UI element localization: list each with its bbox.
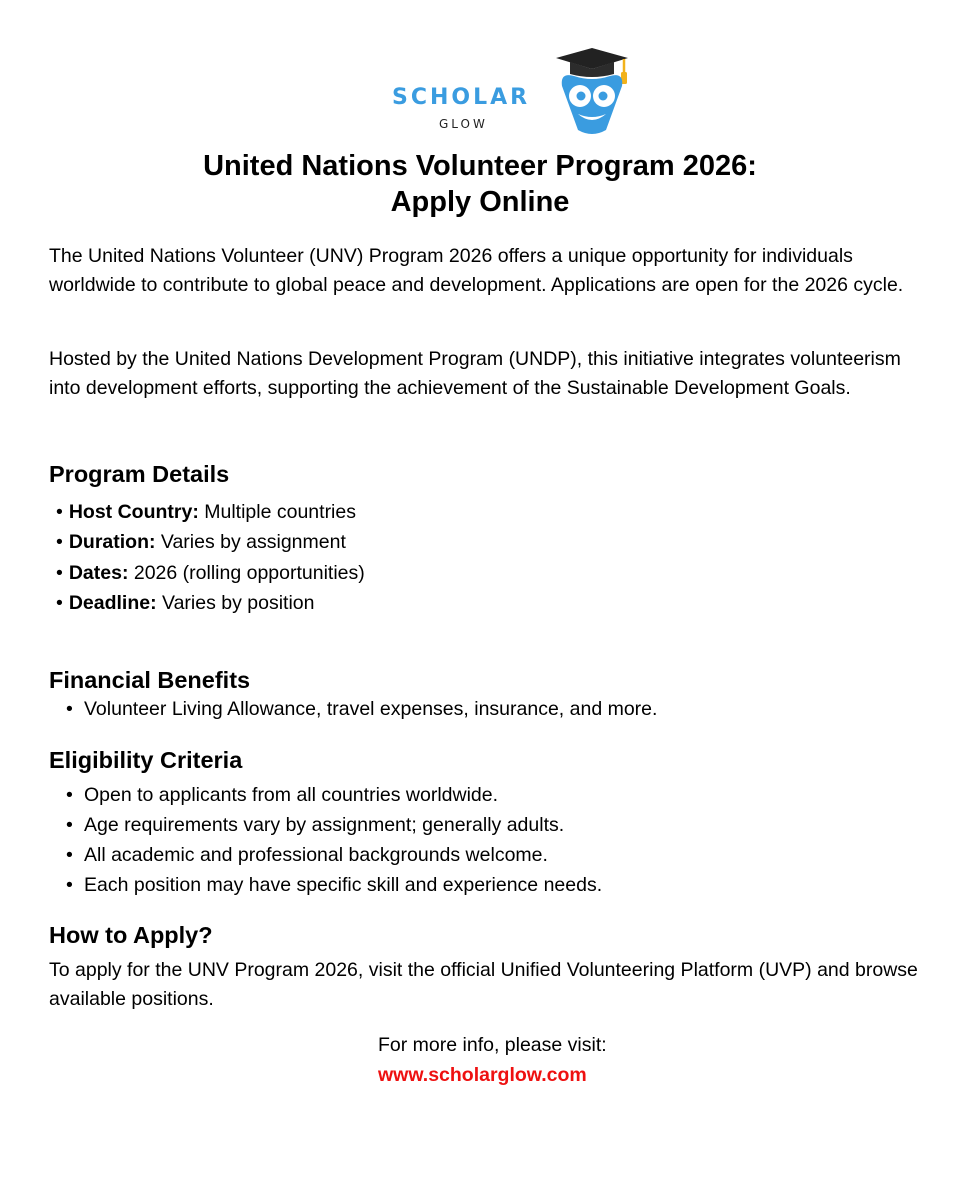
detail-value: Varies by assignment (160, 531, 346, 554)
list-item (56, 558, 365, 588)
how-to-apply-heading: How to Apply? (49, 922, 213, 948)
logo-wordmark: SCHOLAR (392, 85, 531, 110)
detail-value: 2026 (rolling opportunities) (133, 561, 365, 584)
list-item (56, 588, 365, 618)
scholarglow-logo (390, 40, 640, 140)
owl-head (562, 75, 623, 134)
intro-paragraph-1: The United Nations Volunteer (UNV) Program 2026 offers a unique opportunity for individuals worldwide to contribute to global peace and development. Applications are open for the 2026 cycle. (49, 245, 904, 296)
website-link[interactable]: www.scholarglow.com (378, 1064, 587, 1086)
list-item (56, 527, 365, 557)
more-info-text: For more info, please visit: (378, 1034, 607, 1056)
detail-value: Varies by position (162, 591, 315, 614)
owl-pupil-left (577, 92, 586, 101)
owl-pupil-right (599, 92, 608, 101)
detail-label: Duration: (68, 531, 156, 554)
detail-label: Dates: (68, 561, 129, 584)
program-details-list (56, 497, 365, 618)
financial-benefits-list (66, 694, 657, 724)
detail-label: Deadline: (68, 591, 157, 614)
list-item: • Age requirements vary by assignment; generally adults. (66, 810, 602, 840)
program-details-heading: Program Details (49, 461, 230, 487)
graduation-owl-icon (554, 42, 630, 136)
mortarboard-top (556, 48, 628, 69)
how-to-apply-text: To apply for the UNV Program 2026, visit the official Unified Volunteering Platform (UVP) and browse available positions. (49, 959, 918, 1010)
eligibility-heading: Eligibility Criteria (49, 747, 243, 773)
title-line-2: Apply Online (390, 186, 570, 218)
list-item: • All academic and professional backgrounds welcome. (66, 840, 602, 870)
eligibility-list (66, 780, 602, 900)
detail-label: Host Country: (68, 501, 199, 523)
financial-benefits-heading: Financial Benefits (49, 667, 251, 693)
list-item (56, 497, 365, 527)
detail-value: Multiple countries (204, 501, 356, 523)
list-item: • Each position may have specific skill and experience needs. (66, 870, 602, 900)
intro-paragraph-2: Hosted by the United Nations Development Program (UNDP), this initiative integrates volunteerism into development efforts, supporting the achievement of the Sustainable Development Goals. (49, 348, 901, 399)
title-line-1: United Nations Volunteer Program 2026: (203, 150, 757, 182)
list-item: • Open to applicants from all countries worldwide. (66, 780, 602, 810)
page-title (0, 148, 960, 220)
logo-submark: GLOW (439, 117, 488, 131)
list-item: • Volunteer Living Allowance, travel expenses, insurance, and more. (66, 694, 657, 724)
